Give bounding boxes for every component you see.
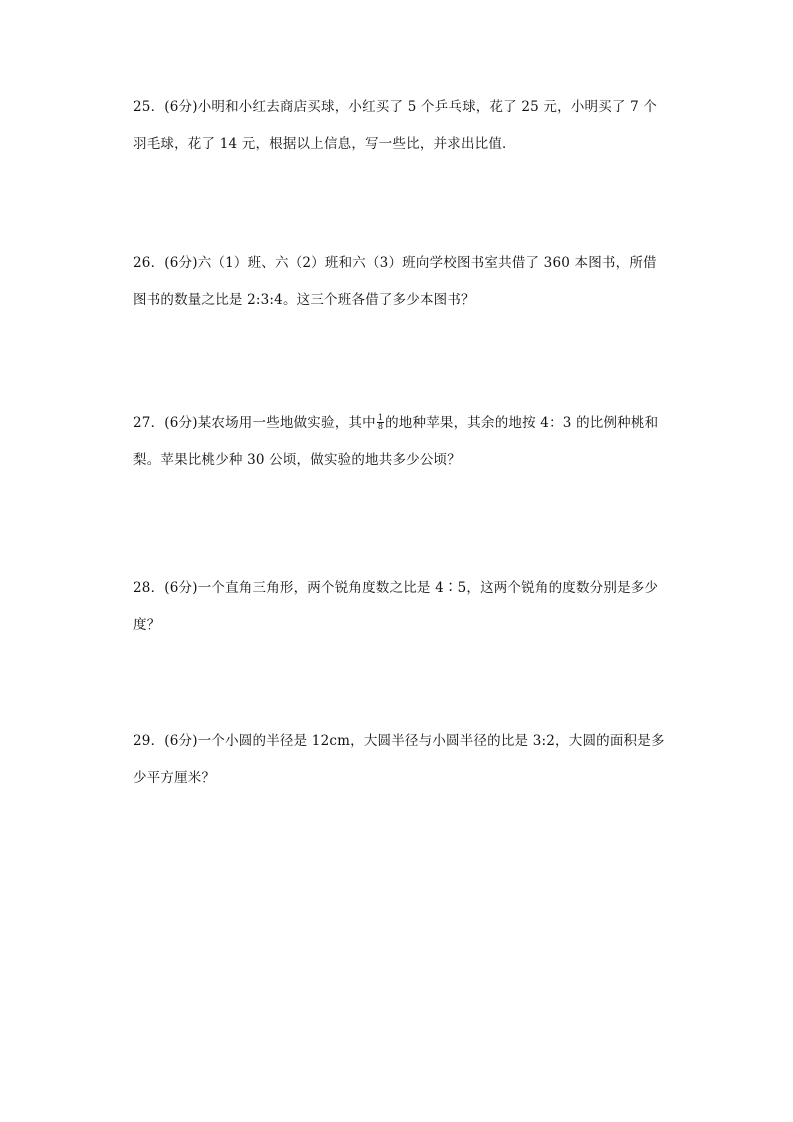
question-27-text-after-fraction: 的地种苹果，其余的地按 4：3 的比例种桃和 (385, 415, 659, 431)
question-29-line-2: 少平方厘米？ (133, 770, 216, 786)
question-25-line-2: 羽毛球，花了 14 元，根据以上信息，写一些比，并求出比值． (133, 136, 516, 152)
question-29 (133, 723, 663, 797)
question-27-text-before-fraction: 27．(6分)某农场用一些地做实验，其中 (133, 415, 376, 431)
fraction-one-eighth (377, 414, 384, 431)
question-27 (133, 405, 663, 479)
question-26 (133, 245, 663, 319)
question-25-line-1: 25．(6分)小明和小红去商店买球，小红买了 5 个乒乓球，花了 25 元，小明买了 7 个 (133, 99, 658, 115)
fraction-denominator: 8 (377, 422, 384, 431)
question-26-line-1: 26．(6分)六（1）班、六（2）班和六（3）班向学校图书室共借了 360 本图书，所借 (133, 255, 657, 271)
question-27-line-2: 梨。苹果比桃少种 30 公顷，做实验的地共多少公顷？ (133, 452, 461, 468)
fraction-numerator: 1 (377, 413, 384, 422)
question-29-line-1: 29．(6分)一个小圆的半径是 12cm，大圆半径与小圆半径的比是 3:2，大圆的面积是多 (133, 733, 665, 749)
question-25 (133, 89, 663, 163)
question-28-line-1: 28．(6分)一个直角三角形，两个锐角度数之比是 4∶5，这两个锐角的度数分别是多少 (133, 580, 659, 596)
question-28-line-2: 度？ (133, 617, 161, 633)
question-27-line-1 (133, 405, 663, 442)
question-28 (133, 570, 663, 644)
question-26-line-2: 图书的数量之比是 2:3:4。这三个班各借了多少本图书？ (133, 292, 475, 308)
